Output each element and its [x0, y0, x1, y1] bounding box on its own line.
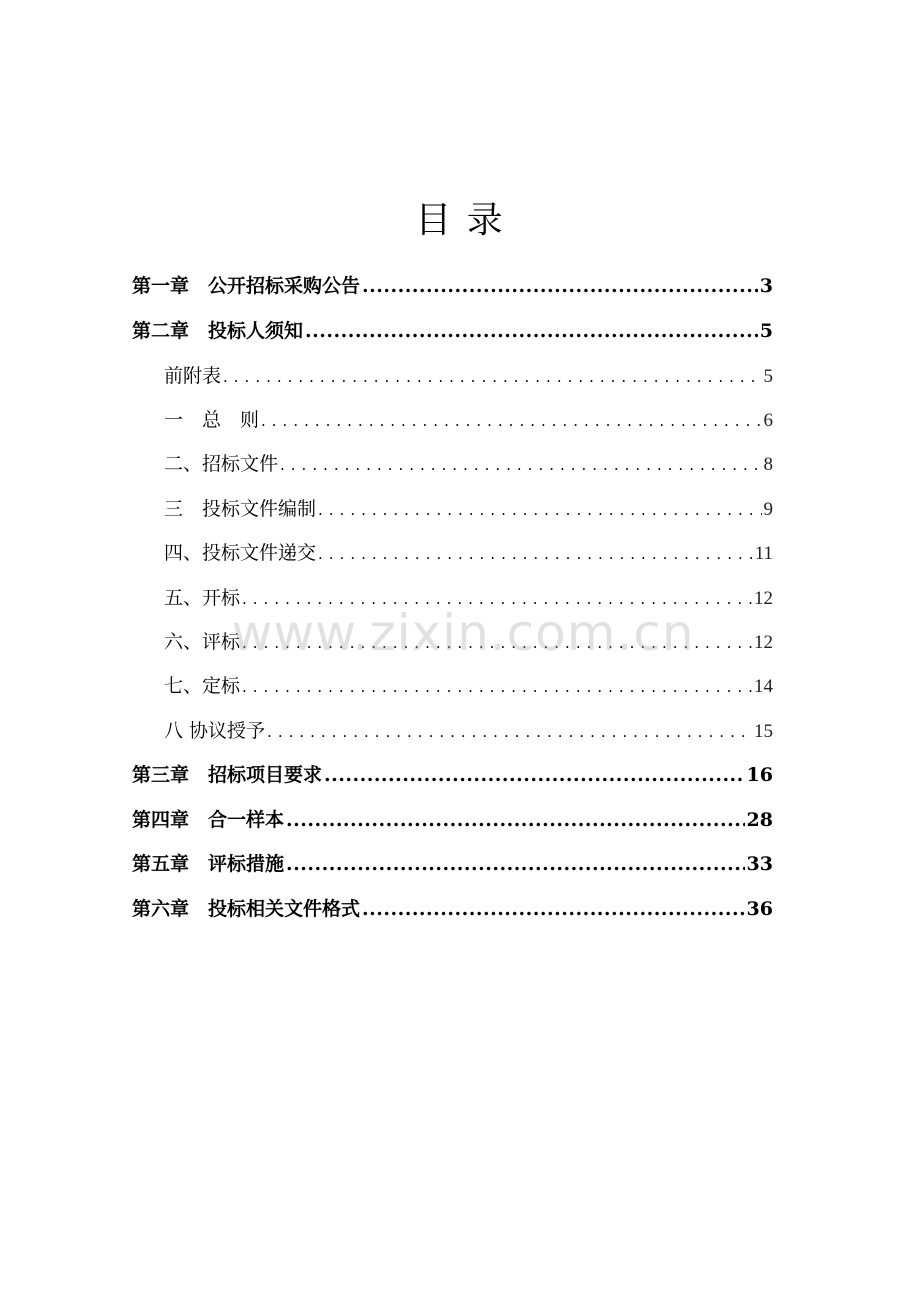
toc-entry-label: 六、评标 [164, 631, 241, 653]
dot-leader [242, 585, 752, 613]
toc-entry[interactable] [164, 672, 773, 700]
page-title: 目 录 [415, 200, 505, 241]
toc-entry[interactable] [164, 717, 773, 745]
dot-leader [286, 806, 745, 834]
toc-entry-label: 第一章 公开招标采购公告 [132, 275, 361, 297]
dot-leader [267, 718, 752, 746]
toc-page-number: 9 [763, 499, 773, 520]
toc-page-number: 3 [759, 275, 773, 297]
toc-entry-label: 八 协议授予 [164, 720, 266, 742]
dot-leader [280, 451, 761, 479]
toc-entry[interactable] [132, 272, 773, 300]
dot-leader [286, 850, 745, 878]
toc-entry-label: 三 投标文件编制 [164, 498, 317, 520]
toc-page-number: 6 [763, 410, 773, 431]
dot-leader [324, 761, 745, 789]
toc-entry[interactable] [164, 450, 773, 478]
toc-page-number: 28 [746, 809, 773, 831]
toc-entry-label: 第四章 合一样本 [132, 809, 285, 831]
toc-entry[interactable] [164, 495, 773, 523]
toc-page-number: 11 [754, 543, 773, 564]
toc-page-number: 36 [746, 898, 773, 920]
toc-page-number: 33 [746, 853, 773, 875]
toc-page-number: 8 [763, 454, 773, 475]
dot-leader [318, 496, 761, 524]
dot-leader [362, 895, 745, 923]
toc-entry[interactable] [132, 850, 773, 878]
toc-entry-label: 七、定标 [164, 675, 241, 697]
dot-leader [305, 317, 758, 345]
toc-entry[interactable] [164, 362, 773, 390]
toc-page-number: 12 [754, 588, 773, 609]
toc-entry-label: 二、招标文件 [164, 453, 279, 475]
toc-entry-label: 五、开标 [164, 587, 241, 609]
dot-leader [223, 363, 761, 391]
toc-page-number: 15 [754, 721, 773, 742]
toc-entry[interactable] [164, 628, 773, 656]
watermark: www.zixin.com.cn [231, 604, 695, 662]
toc-page-number: 5 [759, 320, 773, 342]
toc-entry-label: 前附表 [164, 365, 222, 387]
dot-leader [242, 629, 752, 657]
toc-entry-label: 第六章 投标相关文件格式 [132, 898, 361, 920]
toc-entry[interactable] [132, 761, 773, 789]
dot-leader [242, 673, 752, 701]
dot-leader [318, 540, 753, 568]
toc-entry-label: 四、投标文件递交 [164, 542, 317, 564]
toc-entry[interactable] [132, 895, 773, 923]
dot-leader [362, 272, 758, 300]
toc-entry-label: 一 总 则 [164, 409, 260, 431]
toc-entry[interactable] [132, 317, 773, 345]
toc-entry[interactable] [164, 539, 773, 567]
dot-leader [261, 407, 761, 435]
toc-page-number: 5 [763, 366, 773, 387]
toc-entry[interactable] [132, 806, 773, 834]
toc-entry-label: 第五章 评标措施 [132, 853, 285, 875]
toc-page-number: 16 [746, 764, 773, 786]
toc-entry-label: 第三章 招标项目要求 [132, 764, 323, 786]
toc-page-number: 14 [754, 676, 773, 697]
toc-entry[interactable] [164, 584, 773, 612]
toc-entry[interactable] [164, 406, 773, 434]
toc-entry-label: 第二章 投标人须知 [132, 320, 304, 342]
toc-page-number: 12 [754, 632, 773, 653]
